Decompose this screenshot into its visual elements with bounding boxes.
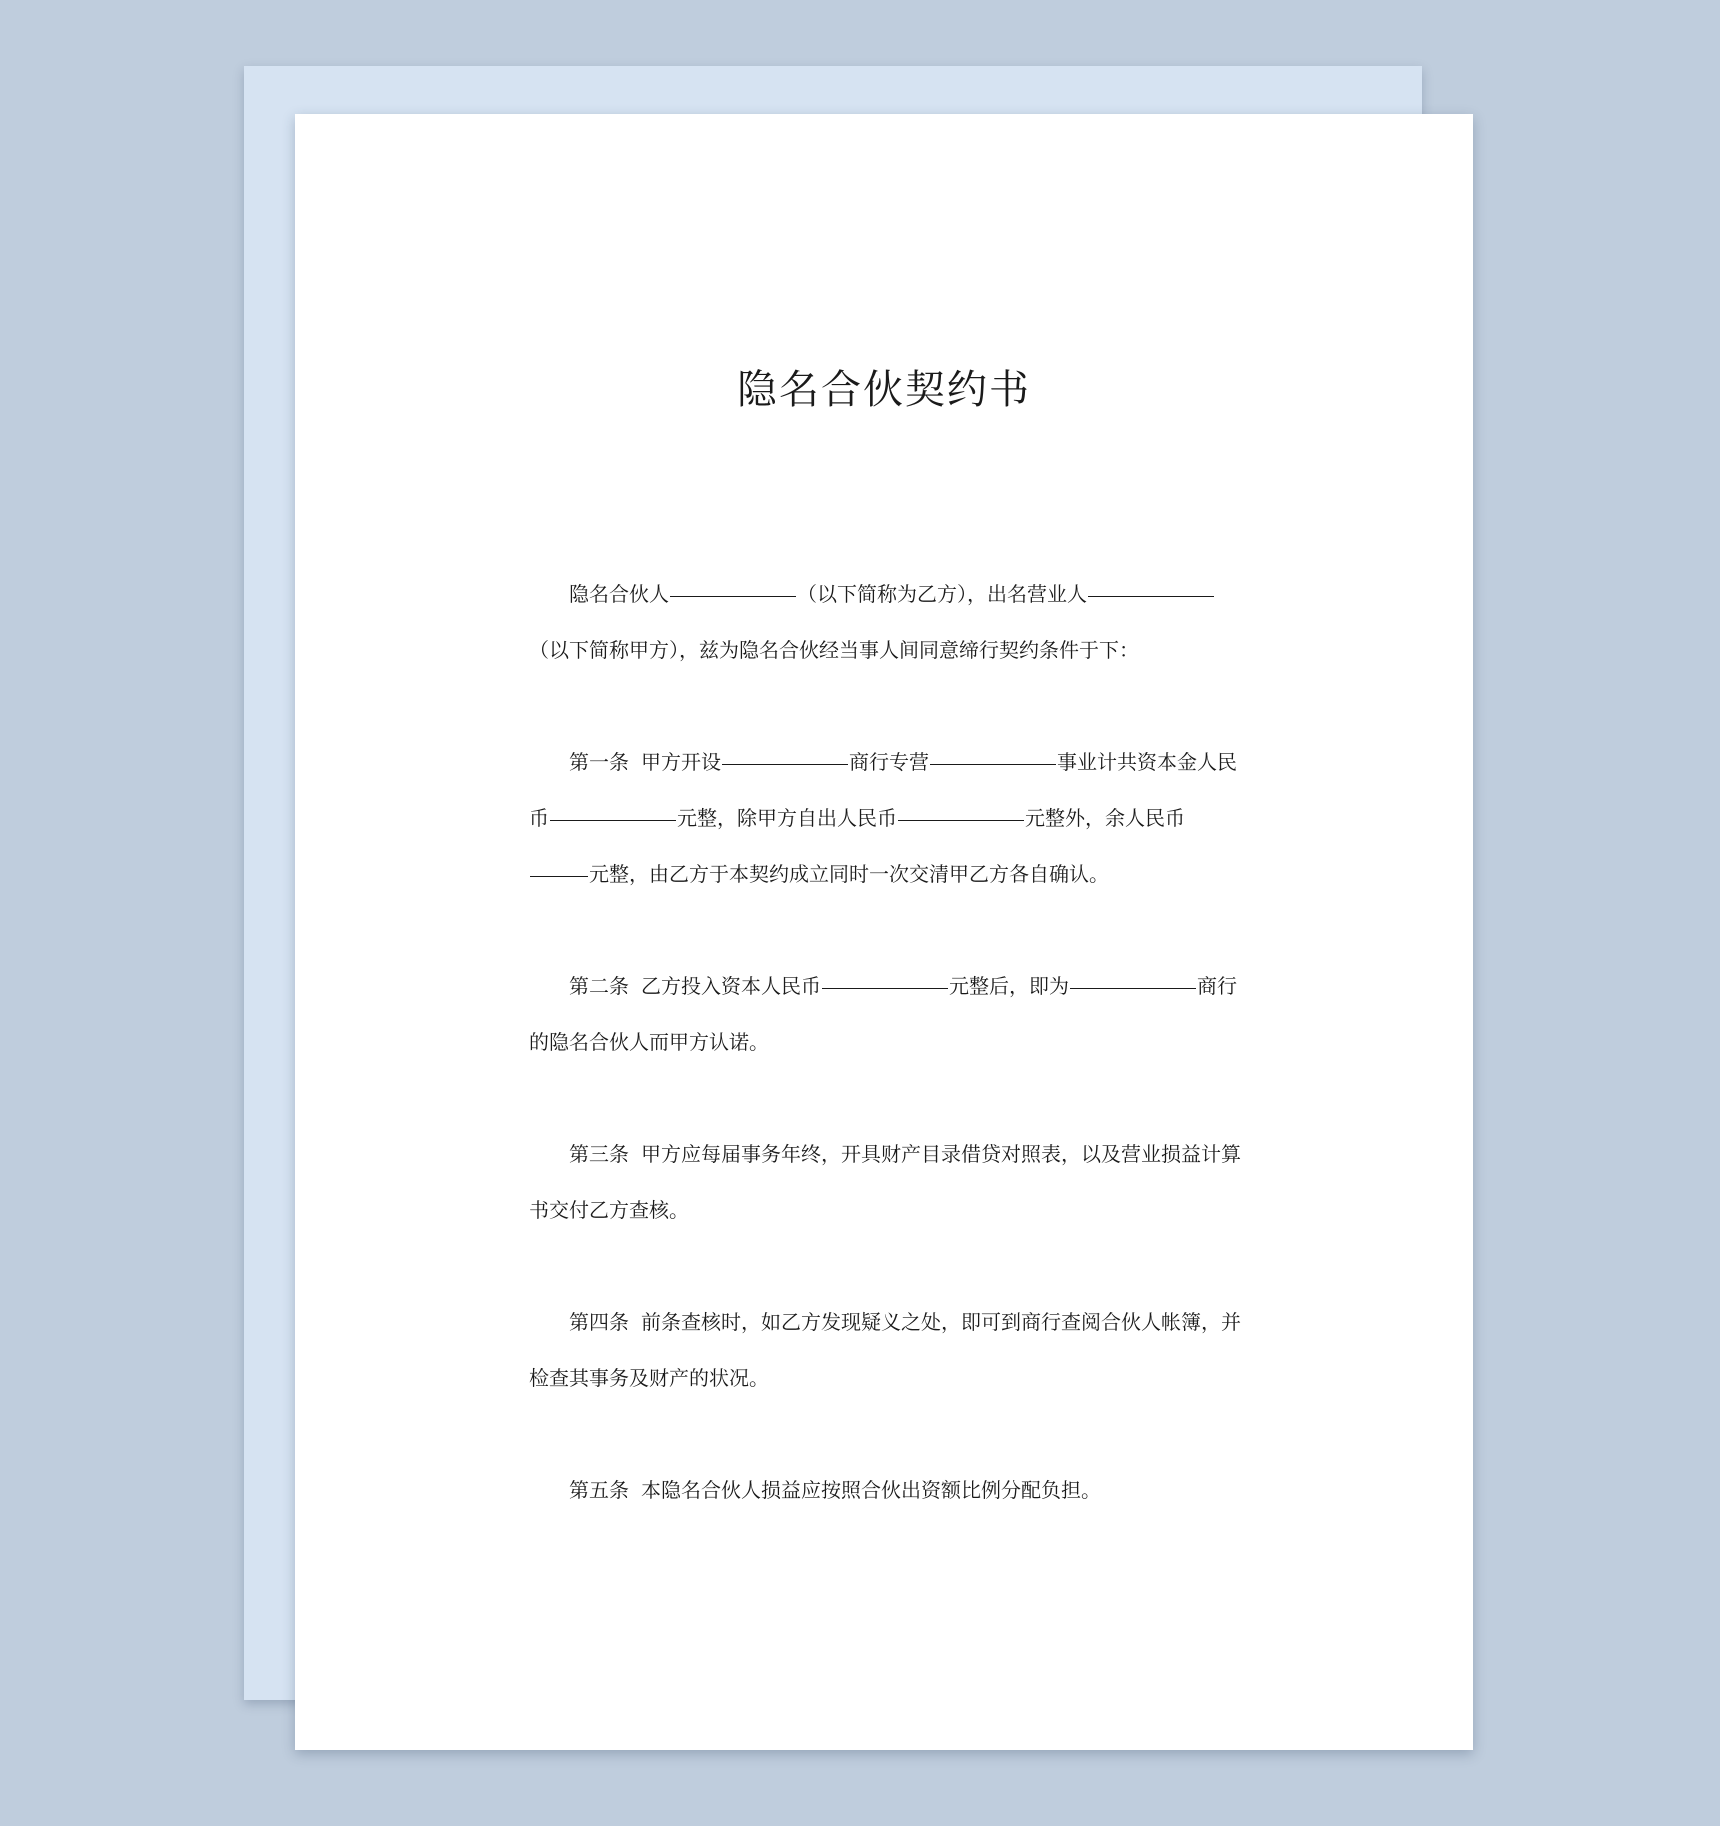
- article-2-text-2: 元整后，即为: [949, 974, 1069, 998]
- document-page: [295, 114, 1473, 1750]
- article-3: [529, 1126, 1241, 1238]
- article-4-label: 第四条: [569, 1310, 629, 1334]
- article-2-text-1: 乙方投入资本人民币: [641, 974, 821, 998]
- document-title: 隐名合伙契约书: [737, 367, 1031, 413]
- article-4: [529, 1294, 1241, 1406]
- article-5-label: 第五条: [569, 1478, 629, 1502]
- article-1-text-2: 商行专营: [849, 750, 929, 774]
- article-1-text-4: 元整，除甲方自出人民币: [677, 806, 897, 830]
- intro-paragraph: [529, 566, 1241, 678]
- article-3-label: 第三条: [569, 1142, 629, 1166]
- blank-line: [550, 819, 676, 821]
- article-2-label: 第二条: [569, 974, 629, 998]
- intro-text-1: 隐名合伙人: [569, 582, 669, 606]
- article-2-text-3: 商行的隐名合伙人而甲方认诺。: [529, 974, 1237, 1054]
- article-3-text: 甲方应每届事务年终，开具财产目录借贷对照表，以及营业损益计算书交付乙方查核。: [529, 1142, 1241, 1222]
- blank-line: [930, 763, 1056, 765]
- blank-line: [1070, 987, 1196, 989]
- article-2: [529, 958, 1241, 1070]
- blank-line: [670, 595, 796, 597]
- intro-text-2: （以下简称为乙方），出名营业人: [797, 582, 1087, 606]
- article-1-text-3: 事业计共资本金人民币: [529, 750, 1237, 830]
- article-1-text-5: 元整外，余人民币: [1025, 806, 1185, 830]
- blank-line: [822, 987, 948, 989]
- article-1: [529, 734, 1241, 902]
- blank-line: [530, 875, 588, 877]
- blank-line: [898, 819, 1024, 821]
- article-1-label: 第一条: [569, 750, 629, 774]
- intro-text-3: （以下简称甲方），兹为隐名合伙经当事人间同意缔行契约条件于下：: [529, 638, 1139, 662]
- blank-line: [722, 763, 848, 765]
- article-5: [529, 1462, 1241, 1518]
- article-1-text-1: 甲方开设: [641, 750, 721, 774]
- document-body: [529, 566, 1241, 1574]
- blank-line: [1088, 595, 1214, 597]
- article-1-text-6: 元整，由乙方于本契约成立同时一次交清甲乙方各自确认。: [589, 862, 1109, 886]
- article-4-text: 前条查核时，如乙方发现疑义之处，即可到商行查阅合伙人帐簿，并检查其事务及财产的状况。: [529, 1310, 1241, 1390]
- article-5-text: 本隐名合伙人损益应按照合伙出资额比例分配负担。: [641, 1478, 1101, 1502]
